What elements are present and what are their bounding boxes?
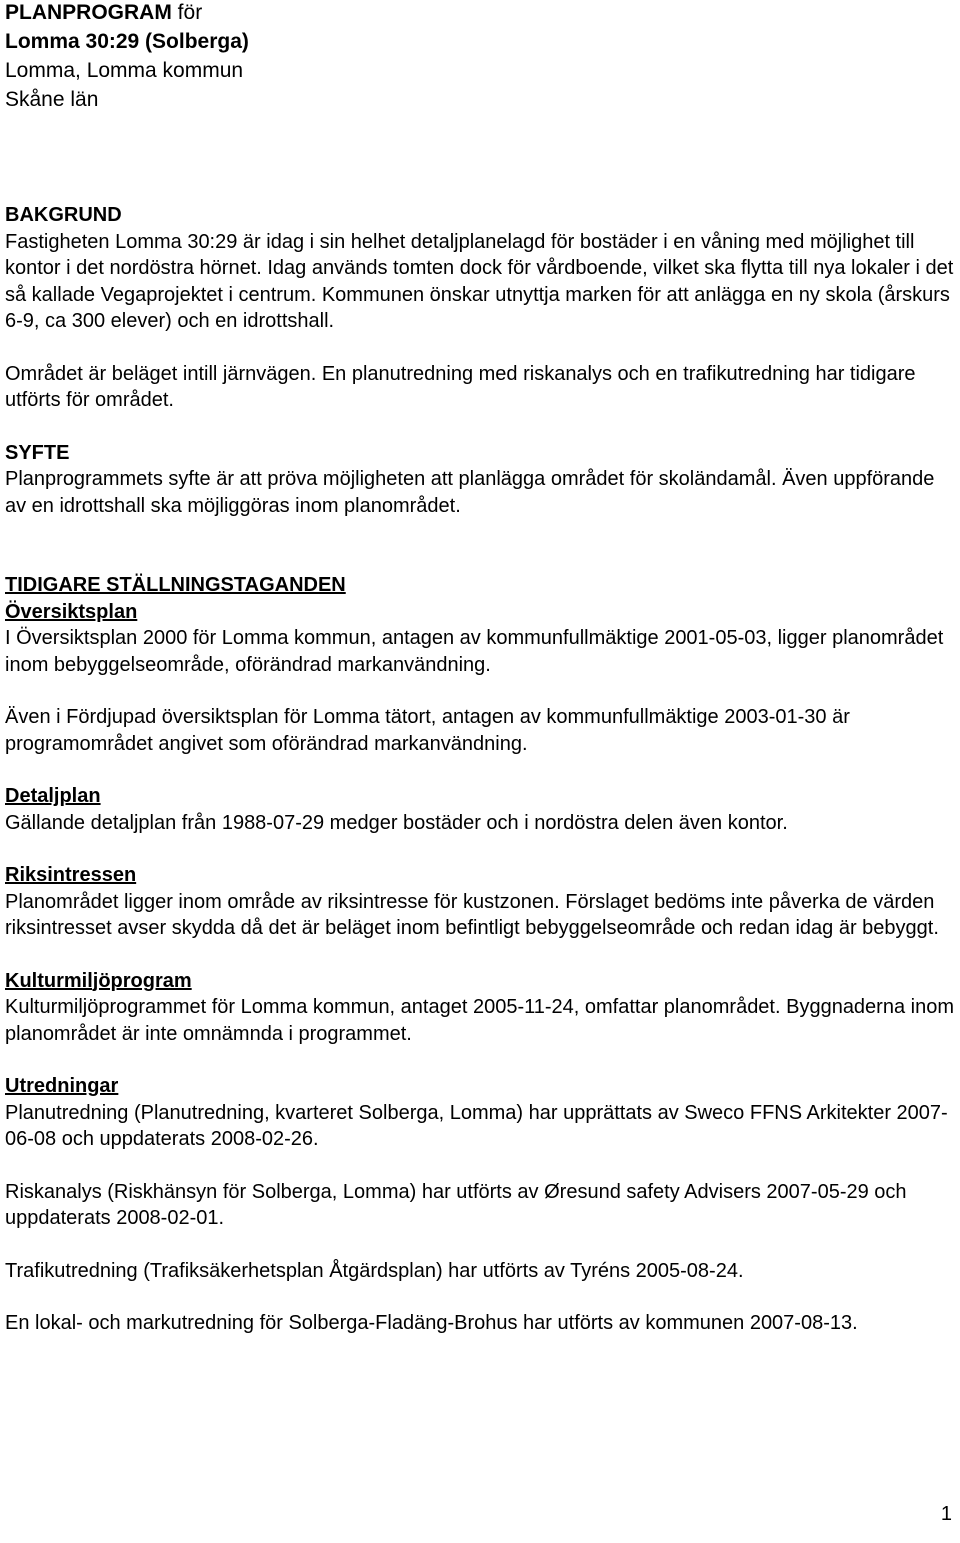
title-county: Skåne län — [5, 88, 99, 111]
section-bakgrund — [5, 202, 955, 414]
title-for: för — [171, 1, 203, 24]
paragraph: En lokal- och markutredning för Solberga-Fladäng-Brohus har utförts av kommunen 2007-08-13. — [5, 1312, 858, 1334]
document-page — [5, 0, 955, 1337]
paragraph: Trafikutredning (Trafiksäkerhetsplan Åtgärdsplan) har utförts av Tyréns 2005-08-24. — [5, 1259, 744, 1282]
heading-tidigare-stallningstaganden: TIDIGARE STÄLLNINGSTAGANDEN — [5, 574, 346, 596]
document-title-block — [5, 0, 955, 114]
title-property: Lomma 30:29 (Solberga) — [5, 30, 249, 53]
title-municipality: Lomma, Lomma kommun — [5, 59, 244, 82]
title-planprogram: PLANPROGRAM — [5, 1, 172, 24]
paragraph: Kulturmiljöprogrammet för Lomma kommun, antaget 2005-11-24, omfattar planområdet. Byggnaderna inom planområdet är inte omnämnda i programmet. — [5, 996, 954, 1045]
paragraph: Fastigheten Lomma 30:29 är idag i sin helhet detaljplanelagd för bostäder i en våning med möjlighet till kontor i det nordöstra hörnet. Idag används tomten dock för vårdboende, vilket ska flytta till nya lokaler i det så kallade Vegaprojektet i centrum. Kommunen önskar utnyttja marken för att anlägga en ny skola (årskurs 6-9, ca 300 elever) och en idrottshall. — [5, 230, 954, 332]
section-syfte — [5, 440, 955, 520]
section-tidigare — [5, 572, 955, 1337]
paragraph: Riskanalys (Riskhänsyn för Solberga, Lomma) har utförts av Øresund safety Advisers 2007-05-29 och uppdaterats 2008-02-01. — [5, 1180, 907, 1229]
paragraph: Gällande detaljplan från 1988-07-29 medger bostäder och i nordöstra delen även kontor. — [5, 811, 788, 834]
paragraph: Planutredning (Planutredning, kvarteret Solberga, Lomma) har upprättats av Sweco FFNS Arkitekter 2007-06-08 och uppdaterats 2008-02-26. — [5, 1101, 948, 1150]
title-line-1 — [5, 0, 955, 27]
paragraph: Området är beläget intill järnvägen. En planutredning med riskanalys och en trafikutredning har tidigare utförts för området. — [5, 362, 916, 411]
paragraph: Även i Fördjupad översiktsplan för Lomma tätort, antagen av kommunfullmäktige 2003-01-30 är programområdet angivet som oförändrad markanvändning. — [5, 706, 850, 755]
subheading-utredningar: Utredningar — [5, 1075, 119, 1097]
paragraph: Planområdet ligger inom område av riksintresse för kustzonen. Förslaget bedöms inte påverka de värden riksintresset avser skydda då det är beläget inom befintligt bebyggelseområde och redan idag är bebyggt. — [5, 890, 939, 939]
subheading-oversiktsplan: Översiktsplan — [5, 600, 138, 623]
subheading-detaljplan: Detaljplan — [5, 785, 101, 807]
paragraph: I Översiktsplan 2000 för Lomma kommun, antagen av kommunfullmäktige 2001-05-03, ligger planområdet inom bebyggelseområde, oförändrad markanvändning. — [5, 627, 944, 676]
heading-syfte: SYFTE — [5, 441, 70, 464]
heading-bakgrund: BAKGRUND — [5, 204, 122, 226]
subheading-riksintressen: Riksintressen — [5, 864, 137, 886]
page-number: 1 — [940, 1502, 952, 1525]
subheading-kulturmiljoprogram: Kulturmiljöprogram — [5, 969, 192, 992]
paragraph: Planprogrammets syfte är att pröva möjligheten att planlägga området för skoländamål. Även uppförande av en idrottshall ska möjliggöras inom planområdet. — [5, 468, 935, 517]
